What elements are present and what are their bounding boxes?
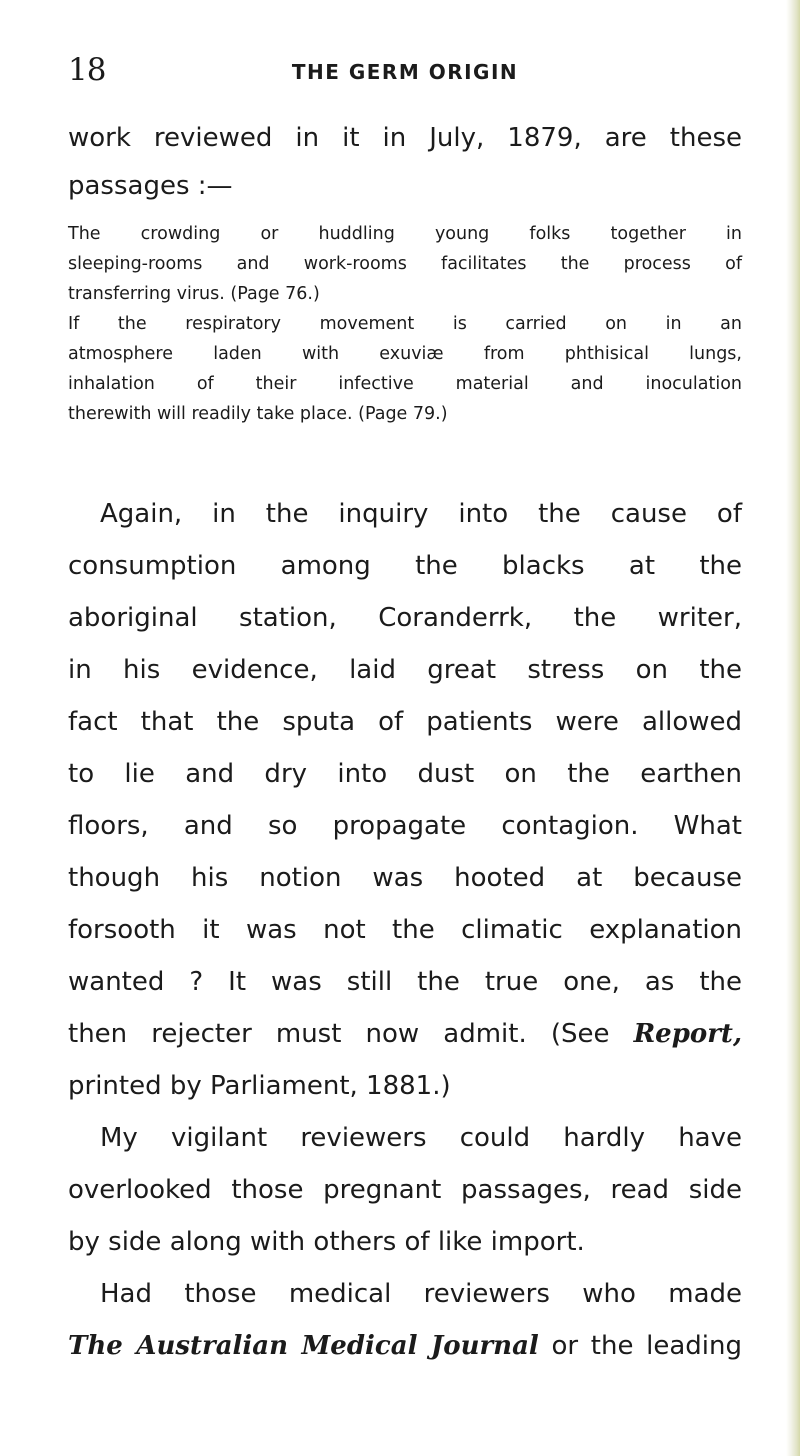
- italic-title: Report,: [633, 1019, 742, 1049]
- text-line: by side along with others of like import.: [68, 1227, 585, 1257]
- quote-line: sleeping-rooms and work-rooms facilitates the process of: [68, 254, 742, 274]
- text-line: forsooth it was not the climatic explanation: [68, 915, 742, 945]
- text-line: though his notion was hooted at because: [68, 863, 742, 893]
- text-line: aboriginal station, Coranderrk, the writer,: [68, 603, 742, 633]
- quote-line: atmosphere laden with exuviæ from phthisical lungs,: [68, 344, 742, 364]
- quote-line: therewith will readily take place. (Page 79.): [68, 404, 448, 424]
- text-segment: or the leading: [538, 1331, 743, 1361]
- italic-title: The Australian Medical Journal: [68, 1331, 539, 1361]
- quote-line: transferring virus. (Page 76.): [68, 284, 320, 304]
- page-number: 18: [68, 52, 106, 88]
- text-line: wanted ? It was still the true one, as the: [68, 967, 742, 997]
- page-edge: [786, 0, 800, 1456]
- text-line: Again, in the inquiry into the cause of: [100, 499, 742, 529]
- text-line: consumption among the blacks at the: [68, 551, 742, 581]
- quote-line: The crowding or huddling young folks together in: [68, 224, 742, 244]
- text-line: My vigilant reviewers could hardly have: [100, 1123, 742, 1153]
- running-title: THE GERM ORIGIN: [291, 60, 519, 84]
- text-line: to lie and dry into dust on the earthen: [68, 759, 742, 789]
- text-line: [68, 1320, 742, 1372]
- page-header: [68, 52, 742, 92]
- text-line: Had those medical reviewers who made: [100, 1279, 742, 1309]
- text-line: [68, 1008, 742, 1060]
- text-line: in his evidence, laid great stress on the: [68, 655, 742, 685]
- text-line: floors, and so propagate contagion. What: [68, 811, 742, 841]
- quote-line: inhalation of their infective material and inoculation: [68, 374, 742, 394]
- text-line: work reviewed in it in July, 1879, are these: [68, 123, 742, 153]
- text-line: overlooked those pregnant passages, read side: [68, 1175, 742, 1205]
- text-line: passages :—: [68, 171, 233, 201]
- text-line: printed by Parliament, 1881.): [68, 1071, 451, 1101]
- text-line: fact that the sputa of patients were allowed: [68, 707, 742, 737]
- text-segment: then rejecter must now admit. (See: [68, 1019, 634, 1049]
- quote-line: If the respiratory movement is carried on in an: [68, 314, 742, 334]
